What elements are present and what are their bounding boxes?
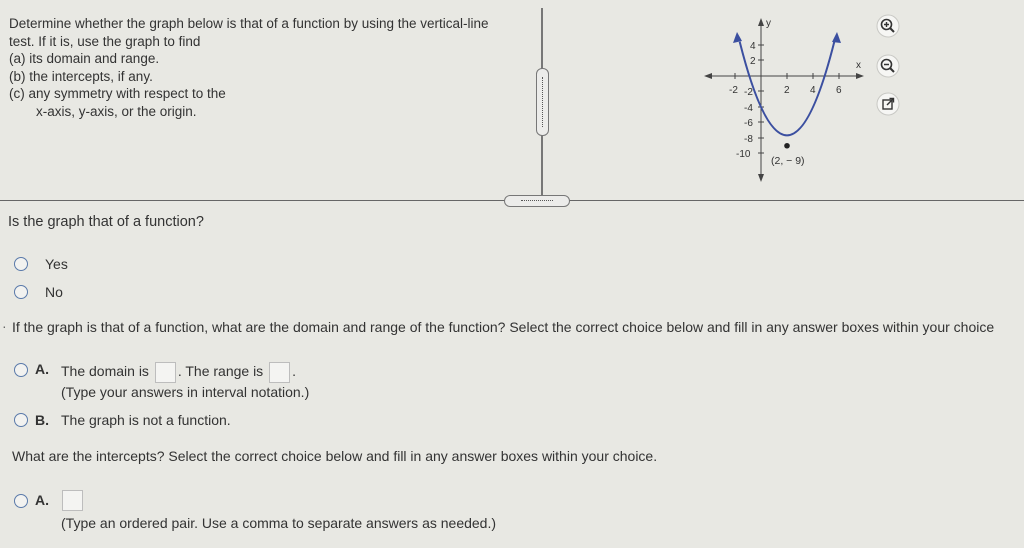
question-intercepts: What are the intercepts? Select the correct choice below and fill in any answer boxes within your choice. bbox=[12, 448, 658, 464]
radio-no[interactable] bbox=[14, 285, 28, 299]
prompt-line: (c) any symmetry with respect to the bbox=[9, 86, 226, 101]
ordered-pair-hint: (Type an ordered pair. Use a comma to separate answers as needed.) bbox=[61, 515, 497, 531]
x-tick-label: 4 bbox=[810, 85, 816, 96]
x-tick-label: -2 bbox=[729, 85, 738, 96]
radio-domain-choice-b[interactable] bbox=[14, 413, 28, 427]
radio-yes[interactable] bbox=[14, 257, 28, 271]
question-domain-range: If the graph is that of a function, what are the domain and range of the function? Select the correct choice below and fill in any answer boxes within your choice bbox=[12, 319, 995, 335]
period: . bbox=[292, 363, 296, 380]
zoom-out-icon[interactable] bbox=[876, 54, 900, 78]
intercepts-choice-a-letter: A. bbox=[35, 492, 49, 508]
bullet-dot: · bbox=[2, 318, 7, 334]
range-label: . The range is bbox=[177, 363, 264, 380]
y-tick-label: -10 bbox=[736, 149, 751, 160]
domain-input-box[interactable] bbox=[155, 362, 176, 383]
intercepts-input-wrap bbox=[60, 490, 85, 511]
problem-panel bbox=[0, 0, 1024, 200]
y-axis-arrow-down bbox=[758, 174, 764, 182]
x-axis-arrow-right bbox=[856, 73, 864, 79]
choice-b-text: The graph is not a function. bbox=[61, 412, 231, 428]
function-graph bbox=[700, 12, 870, 184]
horizontal-splitter-handle[interactable] bbox=[504, 195, 570, 207]
domain-label: The domain is bbox=[61, 363, 149, 380]
option-yes-label: Yes bbox=[45, 256, 68, 272]
choice-a-sentence bbox=[61, 362, 296, 383]
vertex-point bbox=[784, 143, 790, 149]
choice-a-letter bbox=[35, 361, 49, 377]
radio-intercepts-choice-a[interactable] bbox=[14, 494, 28, 508]
choice-a-letter-text: A. bbox=[35, 361, 49, 377]
range-input-box[interactable] bbox=[269, 362, 290, 383]
vertical-splitter-handle[interactable] bbox=[536, 68, 549, 136]
y-tick-label: -8 bbox=[744, 134, 753, 145]
question-function: Is the graph that of a function? bbox=[8, 214, 204, 230]
prompt-line: test. If it is, use the graph to find bbox=[9, 33, 201, 49]
x-tick-label: 2 bbox=[784, 85, 790, 96]
x-tick-label: 6 bbox=[836, 85, 842, 96]
interval-notation-hint: (Type your answers in interval notation.) bbox=[61, 384, 310, 400]
y-tick-label: -2 bbox=[744, 87, 753, 98]
zoom-in-icon[interactable] bbox=[876, 14, 900, 38]
intercepts-input-box[interactable] bbox=[62, 490, 83, 511]
choice-b-letter: B. bbox=[35, 412, 49, 428]
y-axis-label: y bbox=[766, 18, 771, 29]
y-tick-label: -4 bbox=[744, 103, 753, 114]
y-tick-label: 2 bbox=[750, 56, 756, 67]
vertex-label: (2, − 9) bbox=[771, 155, 805, 167]
y-tick-label: -6 bbox=[744, 118, 753, 129]
curve-arrow-left bbox=[733, 32, 742, 43]
prompt-line: x-axis, y-axis, or the origin. bbox=[36, 103, 197, 119]
x-axis-arrow-left bbox=[704, 73, 712, 79]
option-no-label: No bbox=[45, 284, 63, 300]
curve-arrow-right bbox=[832, 32, 841, 43]
y-axis-arrow-up bbox=[758, 18, 764, 26]
y-tick-label: 4 bbox=[750, 41, 756, 52]
problem-statement bbox=[9, 15, 534, 120]
prompt-line: (a) its domain and range. bbox=[9, 51, 160, 66]
radio-domain-choice-a[interactable] bbox=[14, 363, 28, 377]
prompt-line: Determine whether the graph below is that of a function by using the vertical-line bbox=[9, 16, 489, 31]
x-axis-label: x bbox=[856, 60, 861, 71]
prompt-line: (b) the intercepts, if any. bbox=[9, 68, 153, 84]
popout-icon[interactable] bbox=[876, 92, 900, 116]
